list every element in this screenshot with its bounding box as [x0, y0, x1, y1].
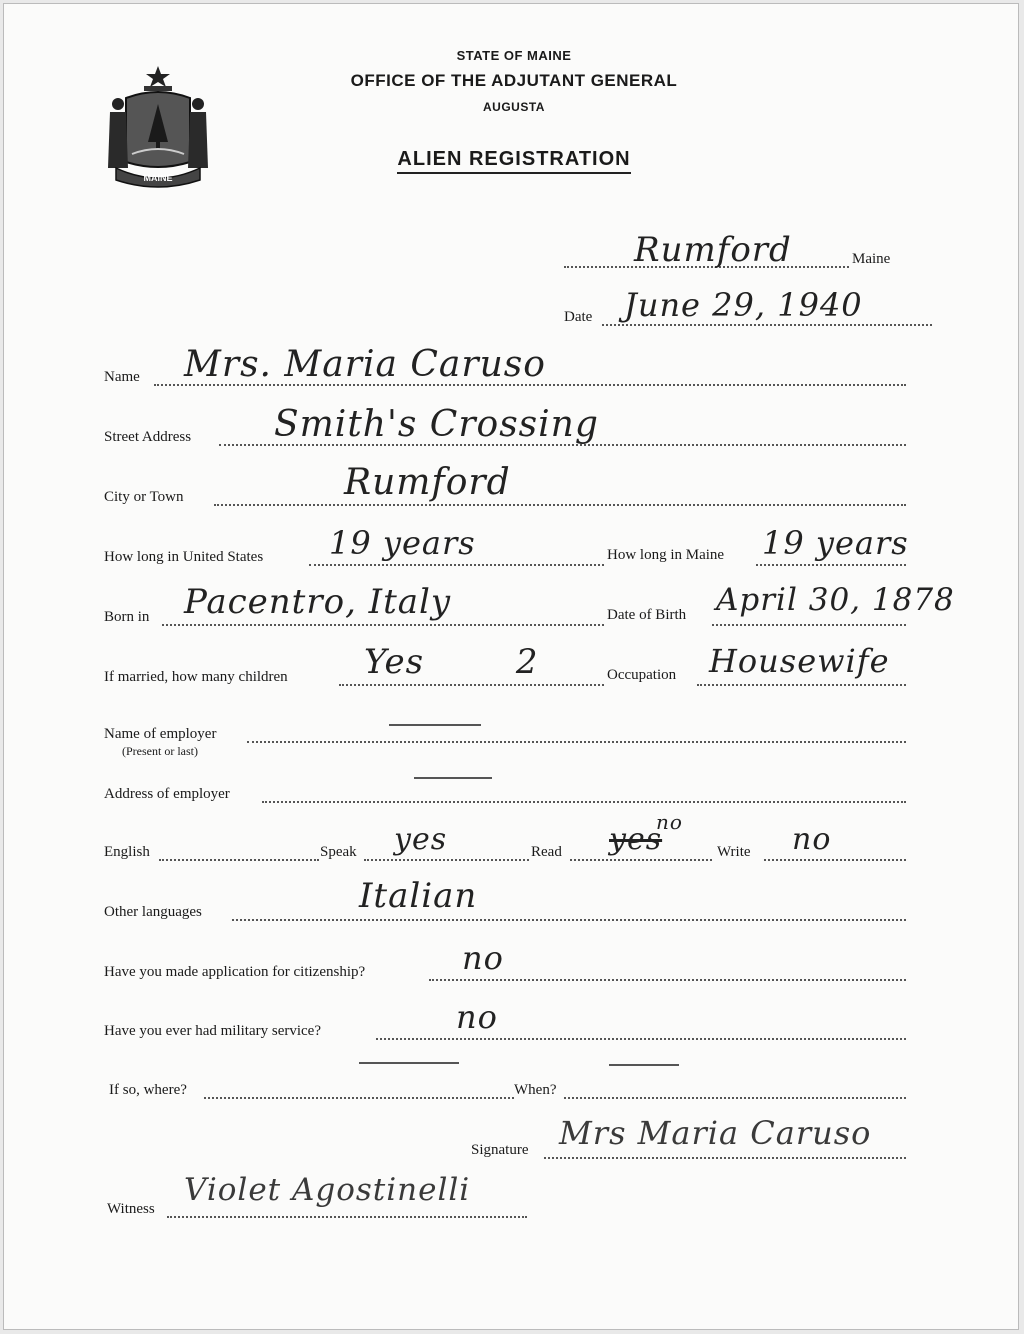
born-in-line: [162, 624, 604, 626]
employer-name-line: [247, 741, 906, 743]
witness-line: [167, 1216, 527, 1218]
how-long-us-entry: 19 years: [329, 524, 476, 562]
date-line: [602, 324, 932, 326]
city-line: [214, 504, 906, 506]
other-languages-entry: Italian: [359, 876, 478, 916]
if-so-where-label: If so, where?: [109, 1082, 187, 1098]
maine-state-seal-icon: [104, 64, 212, 192]
other-languages-label: Other languages: [104, 904, 202, 920]
citizenship-line: [429, 979, 906, 981]
citizenship-label: Have you made application for citizenship?: [104, 964, 366, 980]
city-heading: AUGUSTA: [483, 100, 545, 114]
city-entry: Rumford: [344, 462, 511, 503]
read-label: Read: [531, 844, 562, 860]
write-line: [764, 859, 906, 861]
signature-line: [544, 1157, 906, 1159]
when-line: [564, 1097, 906, 1099]
form-title: [264, 148, 764, 171]
date-label: Date: [564, 309, 593, 325]
place-entry: Rumford: [634, 230, 792, 270]
citizenship-entry: no: [462, 939, 504, 977]
speak-entry: yes: [394, 822, 448, 857]
when-dash: [609, 1064, 679, 1066]
other-languages-line: [232, 919, 906, 921]
maine-label: Maine: [852, 251, 891, 267]
registration-form: [3, 3, 1019, 1330]
employer-name-label: Name of employer: [104, 726, 217, 742]
seal-ribbon-text: MAINE: [143, 173, 173, 183]
occupation-entry: Housewife: [709, 642, 890, 680]
date-of-birth-line: [712, 624, 906, 626]
office-heading: OFFICE OF THE ADJUTANT GENERAL: [350, 71, 678, 90]
name-label: Name: [104, 369, 140, 385]
employer-address-label: Address of employer: [104, 786, 230, 802]
military-entry: no: [456, 998, 498, 1036]
date-of-birth-entry: April 30, 1878: [716, 582, 955, 618]
how-long-maine-label: How long in Maine: [607, 547, 725, 563]
english-label: English: [104, 844, 150, 860]
when-label: When?: [514, 1082, 557, 1098]
military-label: Have you ever had military service?: [104, 1023, 321, 1039]
how-long-us-line: [309, 564, 604, 566]
date-entry: June 29, 1940: [624, 286, 863, 324]
write-entry: no: [792, 822, 832, 857]
military-line: [376, 1038, 906, 1040]
date-of-birth-label: Date of Birth: [607, 607, 687, 623]
signature-entry: Mrs Maria Caruso: [559, 1114, 872, 1152]
read-line: [570, 859, 712, 861]
state-heading: STATE OF MAINE: [456, 48, 572, 63]
employer-name-dash: [389, 724, 481, 726]
employer-address-line: [262, 801, 906, 803]
english-line: [159, 859, 319, 861]
born-in-entry: Pacentro, Italy: [184, 582, 452, 622]
speak-line: [364, 859, 529, 861]
married-children-entry: Yes 2: [364, 642, 539, 682]
speak-label: Speak: [320, 844, 357, 860]
where-dash: [359, 1062, 459, 1064]
if-so-where-line: [204, 1097, 514, 1099]
how-long-maine-entry: 19 years: [762, 524, 909, 562]
read-correction-entry: no: [656, 810, 683, 834]
read-entry: yes: [609, 822, 663, 857]
signature-label: Signature: [471, 1142, 529, 1158]
street-entry: Smith's Crossing: [274, 404, 599, 445]
city-label: City or Town: [104, 489, 184, 505]
married-children-label: If married, how many children: [104, 669, 288, 685]
employer-name-sublabel: (Present or last): [122, 744, 198, 758]
how-long-us-label: How long in United States: [104, 549, 264, 565]
form-title-text: ALIEN REGISTRATION: [397, 148, 630, 174]
witness-label: Witness: [107, 1201, 155, 1217]
witness-entry: Violet Agostinelli: [184, 1172, 471, 1208]
street-label: Street Address: [104, 429, 192, 445]
occupation-label: Occupation: [607, 667, 677, 683]
born-in-label: Born in: [104, 609, 150, 625]
occupation-line: [697, 684, 906, 686]
name-entry: Mrs. Maria Caruso: [184, 344, 546, 385]
married-children-line: [339, 684, 604, 686]
employer-address-dash: [414, 777, 492, 779]
how-long-maine-line: [756, 564, 906, 566]
write-label: Write: [717, 844, 751, 860]
